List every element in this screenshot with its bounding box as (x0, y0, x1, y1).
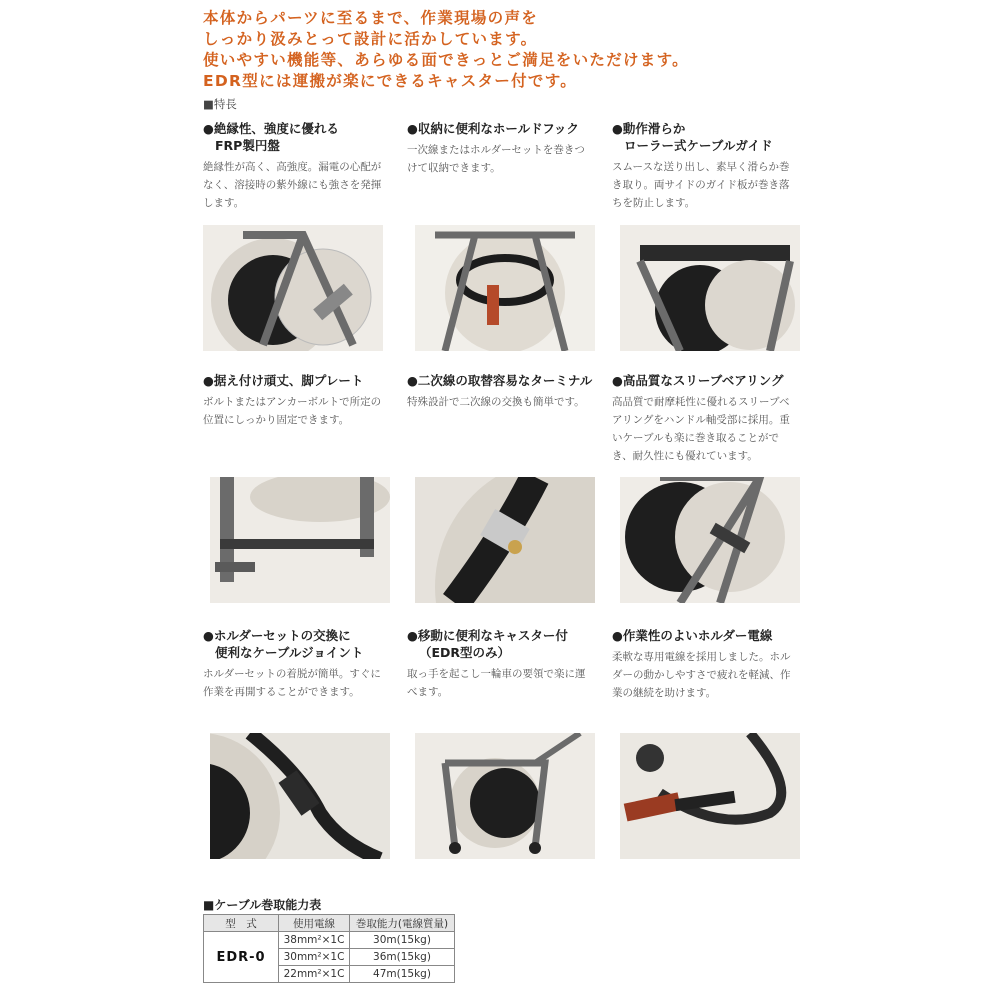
feature-description: 特殊設計で二次線の交換も簡単です。 (407, 396, 585, 408)
table-header: 使用電線 (279, 915, 350, 932)
feature-subtitle: ローラー式ケーブルガイド (624, 138, 773, 153)
leg-plate-photo (210, 477, 390, 603)
feature-terminal (407, 372, 593, 411)
table-row (204, 932, 455, 949)
table-cell-cable: 38mm²×1C (279, 932, 350, 949)
feature-description: 柔軟な専用電線を採用しました。ホルダーの動かしやすさで疲れを軽減、作業の継続を助けます。 (612, 651, 791, 699)
caster-photo (415, 733, 595, 859)
feature-subtitle: FRP製円盤 (215, 138, 280, 153)
feature-description: ホルダーセットの着脱が簡単。すぐに作業を再開することができます。 (203, 668, 381, 698)
feature-hold-hook (407, 120, 587, 177)
feature-title: ●収納に便利なホールドフック (407, 121, 579, 136)
intro-text (203, 8, 963, 92)
feature-sleeve-bearing (612, 372, 792, 465)
cable-joint-photo (210, 733, 390, 859)
model-cell: EDR-0 (204, 932, 279, 983)
feature-caster (407, 627, 587, 701)
feature-title: ●絶縁性、強度に優れる (203, 121, 339, 136)
feature-description: 高品質で耐摩耗性に優れるスリーブベアリングをハンドル軸受部に採用。重いケーブルも楽に巻き取ることができ、耐久性にも優れています。 (612, 396, 790, 462)
feature-title: ●移動に便利なキャスター付 (407, 628, 568, 643)
feature-subtitle: （EDR型のみ） (419, 645, 511, 660)
intro-line: しっかり汲みとって設計に活かしています。 (203, 30, 538, 48)
table-cell-capacity: 36m(15kg) (350, 949, 455, 966)
roller-cable-guide-photo (620, 225, 800, 351)
sleeve-bearing-photo (620, 477, 800, 603)
table-cell-capacity: 47m(15kg) (350, 966, 455, 983)
holder-cable-photo (620, 733, 800, 859)
section-label: ■特長 (203, 97, 237, 111)
feature-roller-guide (612, 120, 792, 212)
feature-title: ●高品質なスリーブベアリング (612, 373, 784, 388)
table-cell-cable: 30mm²×1C (279, 949, 350, 966)
feature-subtitle: 便利なケーブルジョイント (215, 645, 364, 660)
table-title: ■ケーブル巻取能力表 (203, 898, 322, 912)
feature-description: 一次線またはホルダーセットを巻きつけて収納できます。 (407, 144, 585, 174)
hold-hook-photo (415, 225, 595, 351)
feature-title: ●動作滑らか (612, 121, 686, 136)
table-cell-cable: 22mm²×1C (279, 966, 350, 983)
feature-description: スムースな送り出し、素早く滑らか巻き取り。両サイドのガイド板が巻き落ちを防止します。 (612, 161, 790, 209)
intro-line: 使いやすい機能等、あらゆる面できっとご満足をいただけます。 (203, 51, 689, 69)
feature-title: ●ホルダーセットの交換に (203, 628, 351, 643)
feature-frp-disc (203, 120, 383, 212)
reel-frp-disc-photo (203, 225, 383, 351)
feature-leg-plate (203, 372, 383, 429)
feature-cable-joint (203, 627, 383, 701)
feature-description: 取っ手を起こし一輪車の要領で楽に運べます。 (407, 668, 586, 698)
table-header-row (204, 915, 455, 932)
feature-description: ボルトまたはアンカーボルトで所定の位置にしっかり固定できます。 (203, 396, 382, 426)
feature-description: 絶縁性が高く、高強度。漏電の心配がなく、溶接時の紫外線にも強さを発揮します。 (203, 161, 382, 209)
feature-title: ●据え付け頑丈、脚プレート (203, 373, 364, 388)
feature-title: ●作業性のよいホルダー電線 (612, 628, 773, 643)
table-cell-capacity: 30m(15kg) (350, 932, 455, 949)
terminal-photo (415, 477, 595, 603)
cable-capacity-table (203, 914, 455, 983)
feature-holder-cable (612, 627, 792, 702)
feature-title: ●二次線の取替容易なターミナル (407, 373, 593, 388)
table-header: 巻取能力(電線質量) (350, 915, 455, 932)
intro-line: EDR型には運搬が楽にできるキャスター付です。 (203, 72, 578, 90)
intro-line: 本体からパーツに至るまで、作業現場の声を (203, 9, 539, 27)
table-header: 型 式 (204, 915, 279, 932)
